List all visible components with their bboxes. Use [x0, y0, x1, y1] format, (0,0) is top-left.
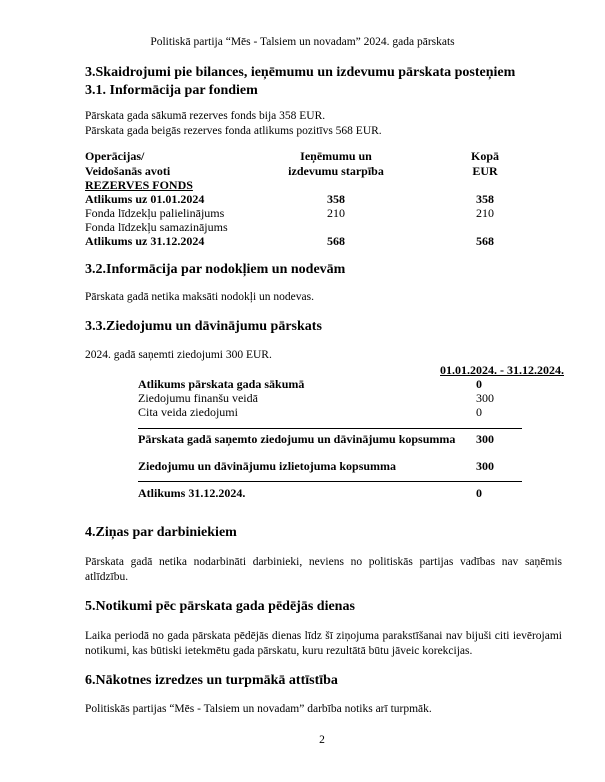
row-label: Atlikums uz 31.12.2024 — [85, 234, 205, 248]
row-value: 300 — [476, 391, 494, 405]
outlook-heading: 6.Nākotnes izredzes un turpmākā attīstība — [85, 673, 338, 688]
row-label: Atlikums pārskata gada sākumā — [138, 377, 305, 391]
page-number: 2 — [319, 734, 325, 746]
row-total: 210 — [476, 206, 494, 220]
subsequent-events-paragraph-line: Laika periodā no gada pārskata pēdējās dienas līdz šī ziņojuma parakstīšanai nav bijuši citi ievērojami — [85, 630, 562, 642]
column-header-difference: Ieņēmumu un — [300, 149, 372, 163]
row-label: Pārskata gadā saņemto ziedojumu un dāvinājumu kopsumma — [138, 432, 456, 446]
funds-paragraph: Pārskata gada sākumā rezerves fonds bija 358 EUR. — [85, 110, 326, 122]
row-difference: 358 — [327, 192, 345, 206]
table-rule — [138, 428, 522, 429]
table-rule — [138, 481, 522, 482]
donations-heading: 3.3.Ziedojumu un dāvinājumu pārskats — [85, 319, 322, 334]
outlook-paragraph: Politiskās partijas “Mēs - Talsiem un novadam” darbība notiks arī turpmāk. — [85, 703, 432, 715]
column-header-total: EUR — [472, 164, 498, 178]
funds-heading: 3.1. Informācija par fondiem — [85, 83, 258, 98]
row-label: Ziedojumu finanšu veidā — [138, 391, 258, 405]
row-value: 300 — [476, 432, 494, 446]
funds-paragraph: Pārskata gada beigās rezerves fonda atlikums pozitīvs 568 EUR. — [85, 125, 382, 137]
subsequent-events-heading: 5.Notikumi pēc pārskata gada pēdējās dienas — [85, 599, 355, 614]
column-header-total: Kopā — [470, 149, 499, 163]
period-header: 01.01.2024. - 31.12.2024. — [440, 363, 564, 377]
employees-heading: 4.Ziņas par darbiniekiem — [85, 525, 237, 540]
column-header-operations: Operācijas/ — [85, 149, 145, 163]
row-value: 300 — [476, 459, 494, 473]
row-value: 0 — [476, 405, 482, 419]
subsequent-events-paragraph-line: notikumi, kas būtiski ietekmētu gada pārskatu, kuru rezultātā būtu jāveic korekcijas. — [85, 645, 473, 657]
row-label: Atlikums uz 01.01.2024 — [85, 192, 205, 206]
row-label: Atlikums 31.12.2024. — [138, 486, 246, 500]
row-label: Cita veida ziedojumi — [138, 405, 238, 419]
column-header-difference: izdevumu starpība — [288, 164, 384, 178]
row-value: 0 — [476, 486, 482, 500]
employees-paragraph-line: Pārskata gadā netika nodarbināti darbinieki, neviens no politiskās partijas vadības nav saņēmis — [85, 556, 562, 568]
row-label: Fonda līdzekļu samazinājums — [85, 220, 228, 234]
group-label: REZERVES FONDS — [85, 178, 193, 192]
row-total: 568 — [476, 234, 494, 248]
running-header: Politiskā partija “Mēs - Talsiem un novadam” 2024. gada pārskats — [150, 36, 455, 48]
donations-intro: 2024. gadā saņemti ziedojumi 300 EUR. — [85, 349, 272, 361]
row-label: Ziedojumu un dāvinājumu izlietojuma kopsumma — [138, 459, 397, 473]
row-difference: 568 — [327, 234, 345, 248]
row-difference: 210 — [327, 206, 345, 220]
section-3-heading: 3.Skaidrojumi pie bilances, ieņēmumu un izdevumu pārskata posteņiem — [85, 65, 516, 80]
taxes-heading: 3.2.Informācija par nodokļiem un nodevām — [85, 262, 346, 277]
row-label: Fonda līdzekļu palielinājums — [85, 206, 225, 220]
row-value: 0 — [476, 377, 482, 391]
column-header-operations: Veidošanās avoti — [85, 164, 171, 178]
employees-paragraph-line: atlīdzību. — [85, 571, 129, 583]
row-total: 358 — [476, 192, 494, 206]
taxes-paragraph: Pārskata gadā netika maksāti nodokļi un nodevas. — [85, 291, 314, 303]
